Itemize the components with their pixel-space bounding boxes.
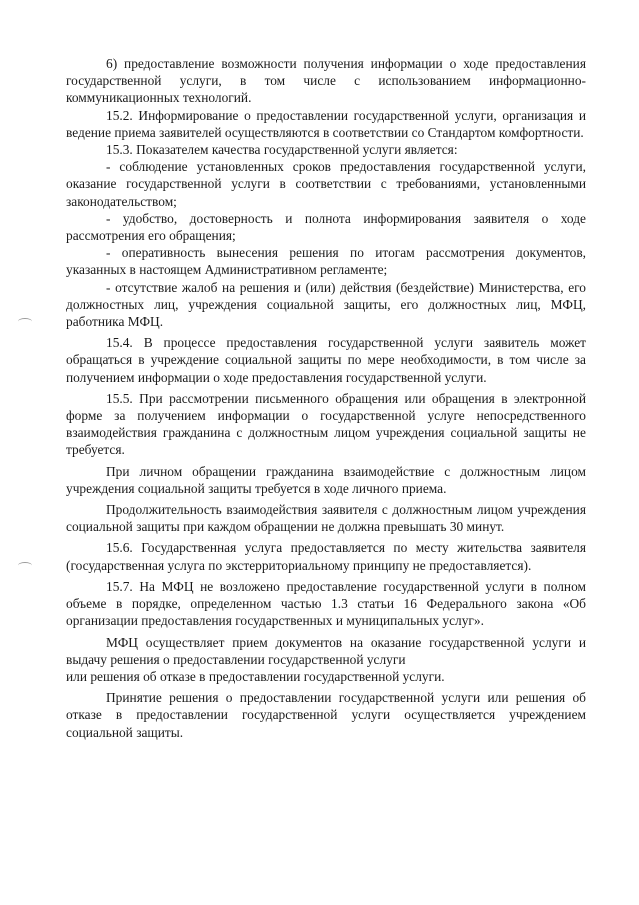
scan-edge-mark [18,562,32,569]
paragraph-mfc-accepts-cont: или решения об отказе в предоставлении государственной услуги. [66,668,445,684]
list-item-convenience: - удобство, достоверность и полнота информирования заявителя о ходе рассмотрения его обращения; [66,210,586,244]
paragraph-15-5: 15.5. При рассмотрении письменного обращения или обращения в электронной форме за получением информации о государственной услуге непосредственного взаимодействия гражданина с должностным лицом учреждения социальной защиты не требуется. [66,390,586,458]
paragraph-personal-visit: При личном обращении гражданина взаимодействие с должностным лицом учреждения социальной защиты требуется в ходе личного приема. [66,463,586,496]
paragraph-15-4: 15.4. В процессе предоставления государственной услуги заявитель может обращаться в учреждение социальной защиты по мере необходимости, в том числе за получением информации о ходе предоставления государственной услуги. [66,335,586,385]
scan-edge-mark [18,318,32,325]
paragraph-duration: Продолжительность взаимодействия заявителя с должностным лицом учреждения социальной защиты при каждом обращении не должна превышать 30 минут. [66,502,586,535]
paragraph-decision: Принятие решения о предоставлении государственной услуги или решения об отказе в предоставлении государственной услуги осуществляется учреждением социальной защиты. [66,690,586,740]
list-item-deadlines: - соблюдение установленных сроков предоставления государственной услуги, оказание государственной услуги в соответствии с требованиями, установленными законодательством; [66,159,586,209]
document-page [66,55,586,741]
list-item-no-complaints: - отсутствие жалоб на решения и (или) действия (бездействие) Министерства, его должностных лиц, учреждения социальной защиты, его должностных лиц, МФЦ, работника МФЦ. [66,279,586,330]
list-item-promptness: - оперативность вынесения решения по итогам рассмотрения документов, указанных в настоящем Административном регламенте; [66,245,586,278]
paragraph-15-2: 15.2. Информирование о предоставлении государственной услуги, организация и ведение приема заявителей осуществляются в соответствии со Стандартом комфортности. [66,107,586,140]
paragraph-15-7: 15.7. На МФЦ не возложено предоставление государственной услуги в полном объеме в порядке, определенном частью 1.3 статьи 16 Федерального закона «Об организации предоставления государственных и муниципальных услуг». [66,578,586,629]
paragraph-mfc-accepts: МФЦ осуществляет прием документов на оказание государственной услуги и выдачу решения о предоставлении государственной услуги [66,634,586,667]
paragraph-15-3: 15.3. Показателем качества государственной услуги является: [106,142,458,158]
paragraph-item-6: 6) предоставление возможности получения информации о ходе предоставления государственной услуги, в том числе с использованием информационно-коммуникационных технологий. [66,56,586,106]
paragraph-15-6: 15.6. Государственная услуга предоставляется по месту жительства заявителя (государственная услуга по экстерриториальному принципу не предоставляется). [66,540,586,573]
